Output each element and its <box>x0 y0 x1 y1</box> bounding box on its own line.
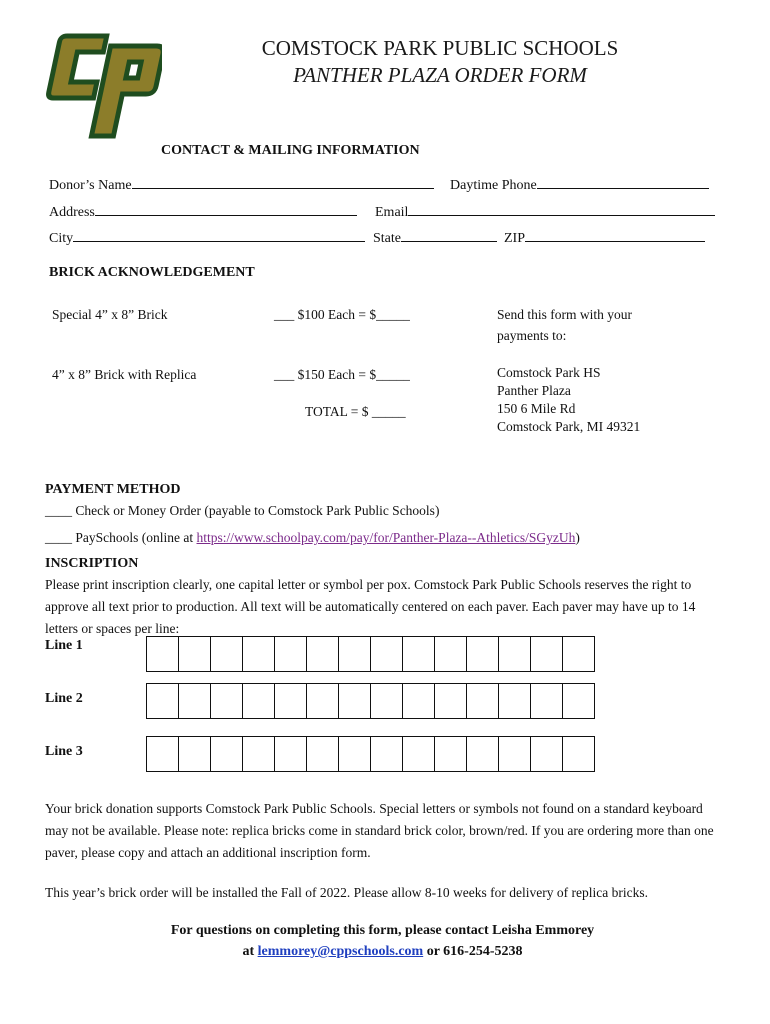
letter-box[interactable] <box>178 636 211 672</box>
line-2-label: Line 2 <box>45 691 83 706</box>
brick-item-2-price[interactable]: ___ $150 Each = $_____ <box>274 367 410 382</box>
letter-box[interactable] <box>562 683 595 719</box>
zip-label: ZIP <box>504 231 525 246</box>
letter-box[interactable] <box>402 683 435 719</box>
contact-phone: or 616-254-5238 <box>423 944 523 959</box>
page-subtitle: PANTHER PLAZA ORDER FORM <box>293 63 587 87</box>
mailing-address-line-2: Panther Plaza <box>497 383 571 398</box>
letter-box[interactable] <box>274 736 307 772</box>
letter-box[interactable] <box>338 636 371 672</box>
letter-box[interactable] <box>498 683 531 719</box>
letter-box[interactable] <box>242 683 275 719</box>
mailing-address-line-4: Comstock Park, MI 49321 <box>497 419 641 434</box>
letter-box[interactable] <box>242 636 275 672</box>
letter-box[interactable] <box>146 636 179 672</box>
city-row <box>49 229 365 247</box>
address-field[interactable] <box>95 203 357 216</box>
email-label: Email <box>375 205 409 220</box>
phone-row <box>450 176 709 194</box>
phone-field[interactable] <box>537 176 709 189</box>
city-label: City <box>49 231 74 246</box>
state-row <box>373 229 497 247</box>
letter-box[interactable] <box>498 736 531 772</box>
letter-box[interactable] <box>306 636 339 672</box>
mailing-address-line-1: Comstock Park HS <box>497 365 601 380</box>
state-label: State <box>373 231 401 246</box>
address-label: Address <box>49 205 95 220</box>
letter-box[interactable] <box>178 736 211 772</box>
letter-box[interactable] <box>338 683 371 719</box>
letter-box[interactable] <box>434 736 467 772</box>
contact-line-2 <box>0 944 765 960</box>
letter-box[interactable] <box>338 736 371 772</box>
payschools-suffix: ) <box>575 530 580 545</box>
letter-box[interactable] <box>466 736 499 772</box>
letter-box[interactable] <box>242 736 275 772</box>
contact-email-link[interactable]: lemmorey@cppschools.com <box>257 944 424 959</box>
letter-box[interactable] <box>210 736 243 772</box>
city-field[interactable] <box>73 229 365 242</box>
state-field[interactable] <box>401 229 497 242</box>
line-1-label: Line 1 <box>45 638 83 653</box>
contact-heading: CONTACT & MAILING INFORMATION <box>161 143 420 158</box>
send-instruction-line-2: payments to: <box>497 328 567 343</box>
page-title: COMSTOCK PARK PUBLIC SCHOOLS <box>261 36 619 60</box>
email-row <box>375 203 715 221</box>
line-1-grid[interactable] <box>146 636 594 672</box>
letter-box[interactable] <box>466 683 499 719</box>
brick-item-1-name: Special 4” x 8” Brick <box>52 307 168 322</box>
letter-box[interactable] <box>146 683 179 719</box>
brick-item-1-price[interactable]: ___ $100 Each = $_____ <box>274 307 410 322</box>
letter-box[interactable] <box>306 683 339 719</box>
inscription-heading: INSCRIPTION <box>45 556 139 571</box>
inscription-instructions: Please print inscription clearly, one capital letter or symbol per pox. Comstock Park Public Schools reserves the right to approve all text prior to production. All text will be automatically centered on each paver. Each paver may have up to 14 letters or spaces per line: <box>45 577 696 636</box>
donation-note: Your brick donation supports Comstock Park Public Schools. Special letters or symbols not found on a standard keyboard may not be available. Please note: replica bricks come in standard brick color, brown/red. If you are ordering more than one paver, please copy and attach an additional inscription form. <box>45 801 714 860</box>
payment-option-payschools[interactable] <box>45 530 580 546</box>
line-2-grid[interactable] <box>146 683 594 719</box>
brick-item-2-name: 4” x 8” Brick with Replica <box>52 367 197 382</box>
payschools-prefix: ____ PaySchools (online at <box>45 530 197 545</box>
letter-box[interactable] <box>530 683 563 719</box>
letter-box[interactable] <box>402 736 435 772</box>
zip-row <box>504 229 705 247</box>
payschools-link[interactable]: https://www.schoolpay.com/pay/for/Panther-Plaza--Athletics/SGyzUh <box>196 530 576 545</box>
letter-box[interactable] <box>306 736 339 772</box>
letter-box[interactable] <box>434 683 467 719</box>
letter-box[interactable] <box>370 636 403 672</box>
phone-label: Daytime Phone <box>450 178 537 193</box>
brick-total[interactable]: TOTAL = $ _____ <box>305 404 406 419</box>
letter-box[interactable] <box>498 636 531 672</box>
zip-field[interactable] <box>525 229 705 242</box>
payment-option-check[interactable]: ____ Check or Money Order (payable to Comstock Park Public Schools) <box>45 503 440 518</box>
letter-box[interactable] <box>562 636 595 672</box>
donor-name-label: Donor’s Name <box>49 178 132 193</box>
letter-box[interactable] <box>178 683 211 719</box>
installation-note: This year’s brick order will be installed the Fall of 2022. Please allow 8-10 weeks for delivery of replica bricks. <box>45 885 648 900</box>
email-field[interactable] <box>408 203 715 216</box>
letter-box[interactable] <box>210 636 243 672</box>
letter-box[interactable] <box>274 636 307 672</box>
letter-box[interactable] <box>530 636 563 672</box>
letter-box[interactable] <box>370 736 403 772</box>
payment-heading: PAYMENT METHOD <box>45 482 181 497</box>
donor-name-row <box>49 176 434 194</box>
donor-name-field[interactable] <box>132 176 434 189</box>
contact-line-1: For questions on completing this form, please contact Leisha Emmorey <box>170 923 595 938</box>
letter-box[interactable] <box>530 736 563 772</box>
contact-prefix: at <box>242 944 258 959</box>
line-3-label: Line 3 <box>45 744 83 759</box>
letter-box[interactable] <box>562 736 595 772</box>
send-instruction-line-1: Send this form with your <box>497 307 632 322</box>
letter-box[interactable] <box>210 683 243 719</box>
mailing-address-line-3: 150 6 Mile Rd <box>497 401 576 416</box>
letter-box[interactable] <box>434 636 467 672</box>
brick-heading: BRICK ACKNOWLEDGEMENT <box>49 265 255 280</box>
letter-box[interactable] <box>274 683 307 719</box>
line-3-grid[interactable] <box>146 736 594 772</box>
letter-box[interactable] <box>466 636 499 672</box>
address-row <box>49 203 357 221</box>
letter-box[interactable] <box>402 636 435 672</box>
letter-box[interactable] <box>370 683 403 719</box>
letter-box[interactable] <box>146 736 179 772</box>
